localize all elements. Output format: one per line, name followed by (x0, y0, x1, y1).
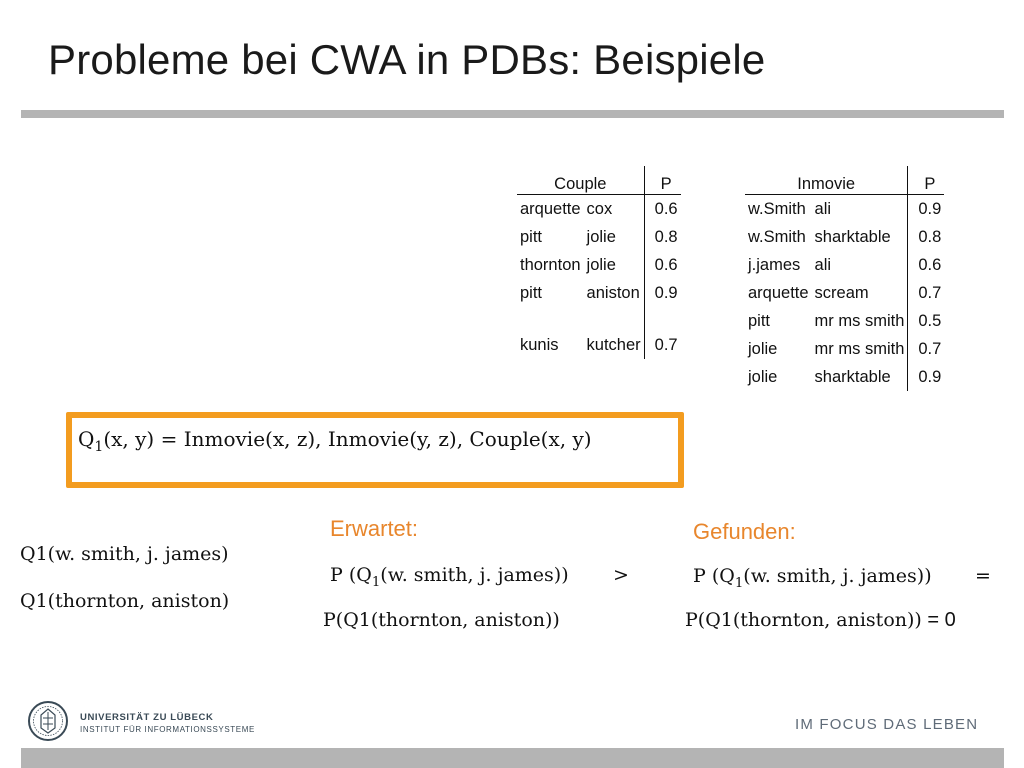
expected-line-2: P(Q1(thornton, aniston)) (323, 609, 560, 631)
cell-y: aniston (584, 279, 645, 307)
expected-label: Erwartet: (330, 516, 419, 541)
query-head-name: Q (78, 427, 95, 451)
cell-p: 0.6 (918, 255, 942, 274)
table-row (517, 331, 681, 359)
example-query-2: Q1(thornton, aniston) (20, 590, 230, 612)
cell-x: arquette (748, 283, 809, 302)
found-p-args: (w. smith, j. james)) (743, 565, 932, 587)
cell-y: sharktable (812, 223, 908, 251)
cell-y: ali (812, 251, 908, 279)
cell-x: pitt (520, 283, 543, 302)
cell-p: 0.8 (654, 227, 678, 246)
cell-y: scream (812, 279, 908, 307)
cell-y: mr ms smith (812, 335, 908, 363)
university-motto: IM FOCUS DAS LEBEN (795, 716, 979, 733)
university-seal-icon (28, 698, 68, 744)
found-line-2-expr: P(Q1(thornton, aniston)) (685, 609, 922, 631)
column-header-p: P (908, 166, 944, 195)
inmovie-table (745, 166, 944, 391)
found-p-prefix: P (Q (693, 565, 735, 587)
found-q-subscript: 1 (734, 575, 744, 591)
found-line-1 (693, 565, 932, 591)
found-line-2-result: = 0 (921, 609, 956, 631)
cell-y: jolie (584, 251, 645, 279)
query-head-args: (x, y) (103, 427, 155, 451)
cell-y: jolie (584, 223, 645, 251)
cell-x: w.Smith (748, 199, 806, 218)
cell-p: 0.9 (918, 199, 942, 218)
cell-y: cox (584, 195, 645, 224)
table-row (517, 251, 681, 279)
table-row (517, 223, 681, 251)
slide-title: Probleme bei CWA in PDBs: Beispiele (48, 36, 766, 83)
footer-bar (21, 748, 1004, 768)
cell-p: 0.7 (654, 335, 678, 354)
table-row (745, 251, 944, 279)
table-row (745, 223, 944, 251)
cell-x: pitt (748, 311, 771, 330)
found-operator: = (975, 565, 991, 587)
expected-operator: > (613, 564, 629, 586)
cell-x: pitt (520, 227, 543, 246)
cell-y: sharktable (812, 363, 908, 391)
title-divider (21, 110, 1004, 118)
table-header-row (517, 166, 681, 195)
cell-y: ali (812, 195, 908, 224)
query-head-subscript: 1 (94, 439, 104, 455)
table-row (517, 279, 681, 307)
table-header-row (745, 166, 944, 195)
column-header-inmovie: Inmovie (745, 166, 908, 195)
table-row (517, 195, 681, 224)
table-row (745, 195, 944, 224)
cell-p: 0.7 (918, 339, 942, 358)
table-row (745, 279, 944, 307)
table-spacer-row (517, 307, 681, 331)
cell-p: 0.6 (654, 255, 678, 274)
cell-p: 0.8 (918, 227, 942, 246)
table-row (745, 363, 944, 391)
column-header-p: P (644, 166, 680, 195)
found-line-2 (685, 609, 956, 632)
expected-line-1 (330, 564, 569, 590)
cell-x: kunis (520, 335, 559, 354)
cell-y: mr ms smith (812, 307, 908, 335)
table-row (745, 335, 944, 363)
query-formula (78, 427, 592, 455)
expected-p-args: (w. smith, j. james)) (380, 564, 569, 586)
expected-q-subscript: 1 (371, 574, 381, 590)
example-query-1: Q1(w. smith, j. james) (20, 543, 229, 565)
cell-p: 0.9 (654, 283, 678, 302)
cell-x: jolie (748, 367, 778, 386)
cell-x: arquette (520, 199, 581, 218)
cell-p: 0.9 (918, 367, 942, 386)
cell-y: kutcher (584, 331, 645, 359)
cell-p: 0.6 (654, 199, 678, 218)
expected-p-prefix: P (Q (330, 564, 372, 586)
cell-x: jolie (748, 339, 778, 358)
institute-name: INSTITUT FÜR INFORMATIONSSYSTEME (80, 725, 255, 734)
found-label: Gefunden: (693, 519, 796, 544)
cell-p: 0.5 (918, 311, 942, 330)
table-row (745, 307, 944, 335)
column-header-couple: Couple (517, 166, 644, 195)
cell-x: j.james (748, 255, 801, 274)
cell-p: 0.7 (918, 283, 942, 302)
query-body: = Inmovie(x, z), Inmovie(y, z), Couple(x, y) (154, 427, 592, 451)
couple-table (517, 166, 681, 359)
cell-x: w.Smith (748, 227, 806, 246)
university-name: UNIVERSITÄT ZU LÜBECK (80, 712, 214, 723)
cell-x: thornton (520, 255, 581, 274)
